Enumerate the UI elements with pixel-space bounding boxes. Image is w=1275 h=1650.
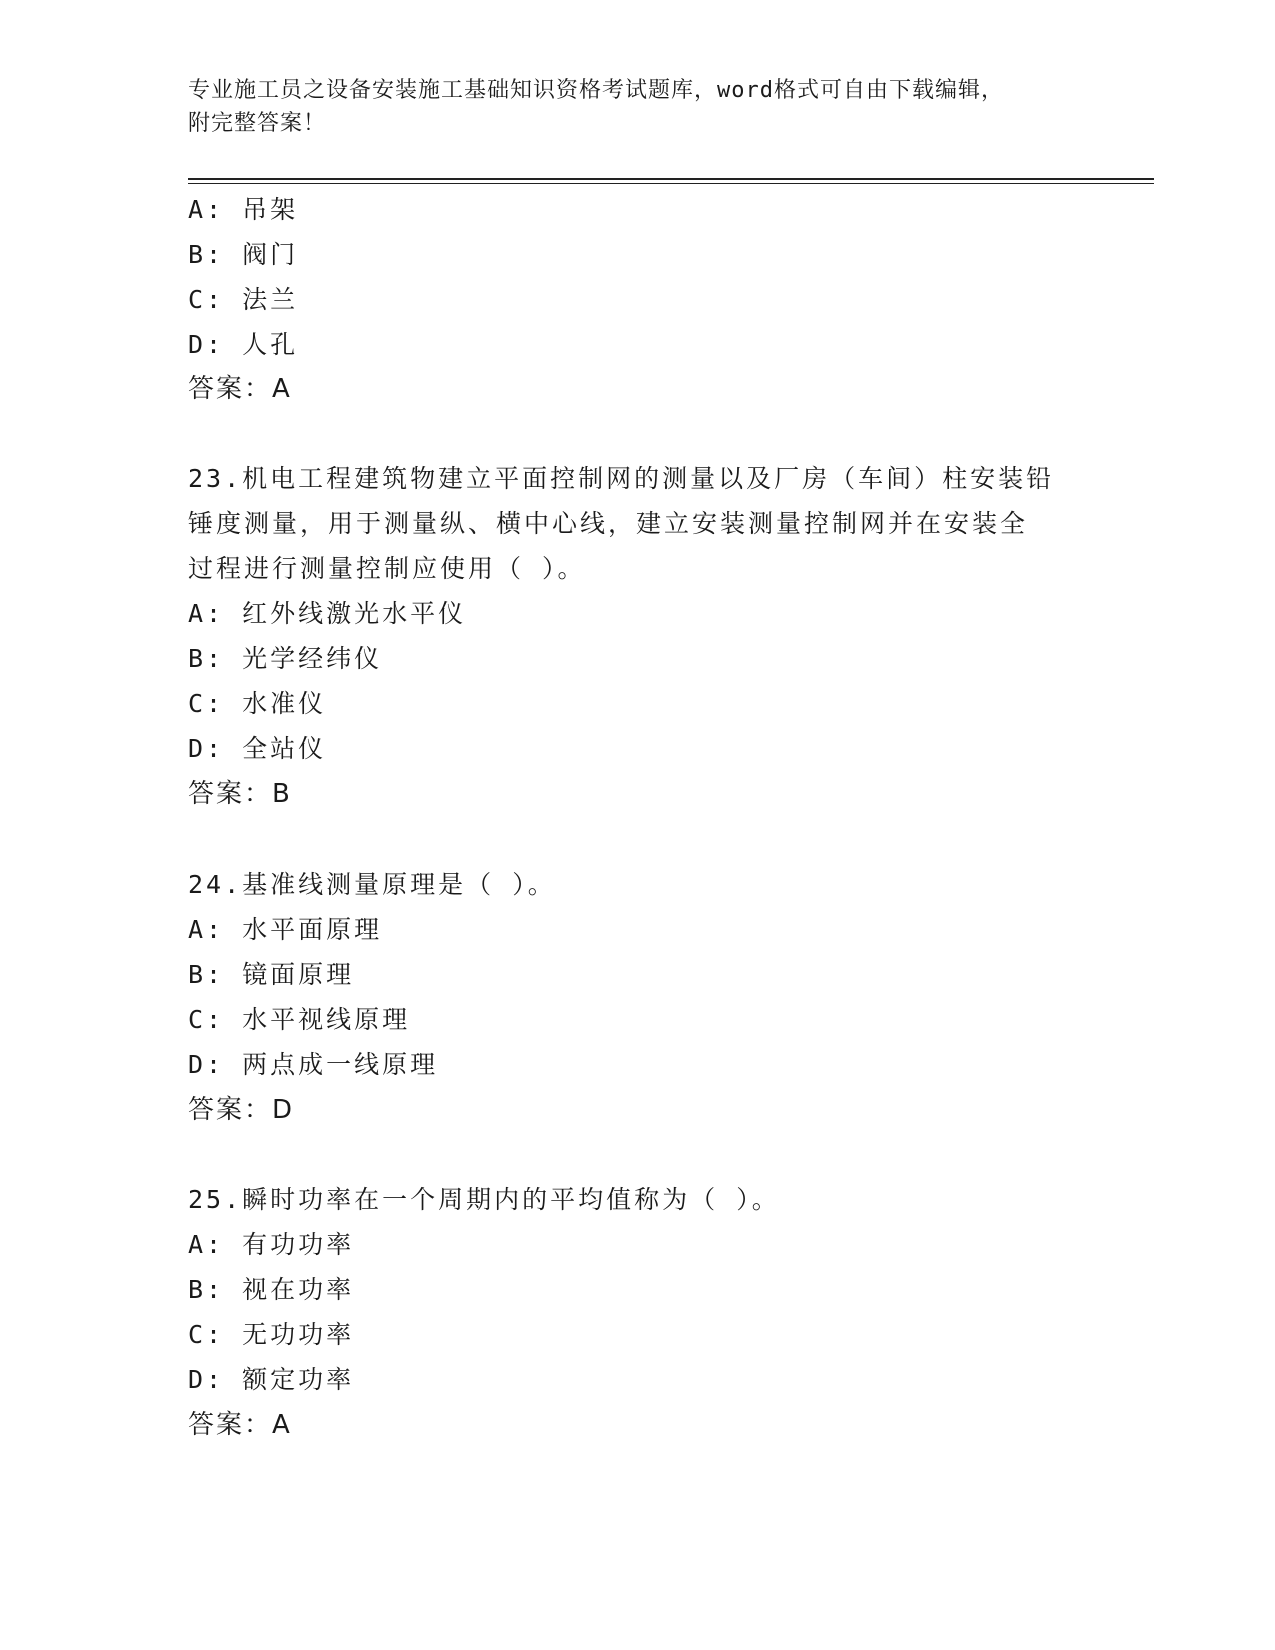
- question-text-line: 锤度测量，用于测量纵、横中心线，建立安装测量控制网并在安装全: [188, 509, 1029, 538]
- option-a: A: 红外线激光水平仪: [188, 599, 467, 628]
- option-b: B: 镜面原理: [188, 960, 355, 989]
- option-d: D: 全站仪: [188, 734, 327, 763]
- header-divider-thin: [188, 183, 1154, 184]
- question-text-line: 25.瞬时功率在一个周期内的平均值称为（ ）。: [188, 1185, 780, 1214]
- option-b: B: 阀门: [188, 240, 299, 269]
- option-d: D: 人孔: [188, 330, 299, 359]
- question-text-line: 过程进行测量控制应使用（ ）。: [188, 554, 586, 583]
- option-c: C: 水平视线原理: [188, 1005, 411, 1034]
- option-a: A: 有功功率: [188, 1230, 355, 1259]
- answer-line: 答案：B: [188, 779, 292, 809]
- answer-line: 答案：A: [188, 374, 292, 404]
- header-line-2: 附完整答案！: [188, 111, 327, 136]
- option-b: B: 视在功率: [188, 1275, 355, 1304]
- option-c: C: 水准仪: [188, 689, 327, 718]
- option-b: B: 光学经纬仪: [188, 644, 383, 673]
- header-divider-thick: [188, 178, 1154, 180]
- option-c: C: 无功功率: [188, 1320, 355, 1349]
- option-a: A: 水平面原理: [188, 915, 383, 944]
- option-d: D: 两点成一线原理: [188, 1050, 439, 1079]
- answer-line: 答案：A: [188, 1410, 292, 1440]
- header-line-1: 专业施工员之设备安装施工基础知识资格考试题库，word格式可自由下载编辑，: [188, 78, 1004, 103]
- document-header: [188, 74, 1088, 140]
- question-text-line: 24.基准线测量原理是（ ）。: [188, 870, 556, 899]
- answer-line: 答案：D: [188, 1095, 295, 1125]
- option-a: A: 吊架: [188, 195, 299, 224]
- option-c: C: 法兰: [188, 285, 299, 314]
- option-d: D: 额定功率: [188, 1365, 355, 1394]
- question-text-line: 23.机电工程建筑物建立平面控制网的测量以及厂房（车间）柱安装铅: [188, 464, 1055, 493]
